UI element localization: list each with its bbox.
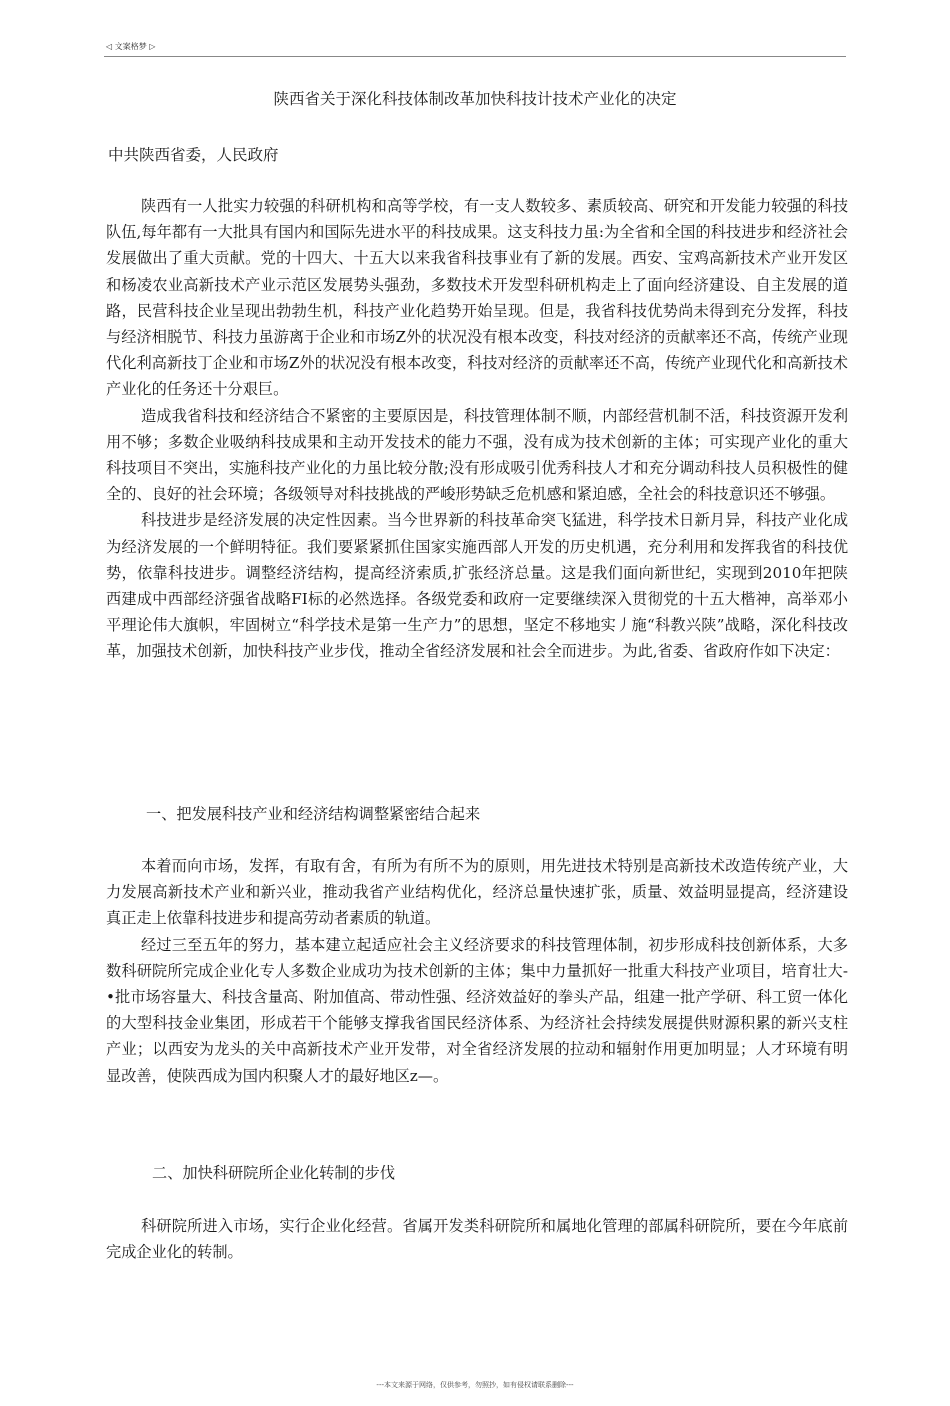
paragraph: 科技进步是经济发展的决定性因素。当今世界新的科技革命突飞猛进，科学技术日新月异，科技产业化成为经济发展的一个鲜明特征。我们要紧紧抓住国家实施西部人开发的历史机遇，充分利用和发挥我省的科技优势，依靠科技进步。调整经济结构，提高经济索质,扩张经济总量。这是我们面向新世纪，实现到2010年把陕西建成中西部经济强省战略FI标的必然选择。各级党委和政府一定要继续深入贯彻党的十五大楷神，高举邓小平理论伟大旗帜，牢固树立“科学技术是第一生产力”的思想，坚定不移地实丿施“科教兴陕”战略，深化科技改革，加强技术创新，加快科技产业步伐，推动全省经济发展和社会全而进步。为此,省委、省政府作如下决定： bbox=[106, 511, 848, 661]
paragraph: 本着而向市场，发挥，有取有舍，有所为有所不为的原则，用先进技术特别是高新技术改造传统产业，大力发展高新技术产业和新兴业，推动我省产业结构优化，经济总量快速扩张，质量、效益明显提高，经济建设真正走上依靠科技进步和提高劳动者素质的轨道。 bbox=[106, 857, 848, 928]
paragraph: 陕西有一人批实力较强的科研机构和高等学校，有一支人数较多、素质较高、研究和开发能力较强的科技队伍,每年都有一大批具有国内和国际先进水平的科技成果。这支科技力虽:为全省和全国的科技进步和经济社会发展做出了重大贡献。党的十四大、十五大以来我省科技事业有了新的发展。西安、宝鸡高新技术产业开发区和杨凌农业高新技术产业示范区发展势头强劲，多数技术开发型科研机构走上了面向经济建设、自主发展的道路，民营科技企业呈现出勃勃生机，科技产业化趋势开始呈现。但是，我省科技优势尚未得到充分发挥，科技与经济相脱节、科技力虽游离于企业和市场Z外的状况没有根本改变，科技对经济的贡献率还不高，传统产业现代化利高新技丁企业和市场Z外的状况没有根本改变，科技对经济的贡献率还不高，传统产业现代化和高新技术产业化的任务还十分艰巨。 bbox=[106, 197, 848, 399]
paragraph: 经过三至五年的努力，基本建立起适应社会主义经济要求的科技管理体制，初步形成科技创新体系，大多数科研院所完成企业化专人多数企业成功为技术创新的主体；集中力量抓好一批重大科技产业项目，培育壮大-•批市场容量大、科技含量高、附加值高、带动性强、经济效益好的拳头产品，组建一批产学研、科工贸一体化的大型科技金业集团，形成若干个能够支撑我省国民经济体系、为经济社会持续发展提供财源积累的新兴支柱产业；以西安为龙头的关中高新技术产业开发带，对全省经济发展的拉动和辐射作用更加明显；人才环境有明显改善，使陕西成为国内积聚人才的最好地区z—。 bbox=[106, 935, 848, 1085]
document-title: 陕西省关于深化科技体制改革加快科技计技术产业化的决定 bbox=[273, 90, 677, 108]
paragraph: 科研院所进入市场，实行企业化经营。省属开发类科研院所和属地化管理的部属科研院所，要在今年底前完成企业化的转制。 bbox=[106, 1217, 848, 1262]
paragraph: 造成我省科技和经济结合不紧密的主要原因是，科技管理体制不顺，内部经营机制不活，科技资源开发利用不够；多数企业吸纳科技成果和主动开发技术的能力不强，没有成为技术创新的主体；可实现产业化的重大科技项目不突出，实施科技产业化的力虽比较分散;没有形成吸引优秀科技人才和充分调动科技人员积极性的健全的、良好的社会环境；各级领导对科技挑战的严峻形势缺乏危机感和紧迫感，全社会的科技意识还不够强。 bbox=[106, 406, 848, 504]
page-header bbox=[104, 38, 846, 57]
header-text: ◁ 文案格梦 ▷ bbox=[106, 42, 156, 51]
section-2-body bbox=[106, 1213, 848, 1265]
section-1-body bbox=[106, 853, 848, 1089]
page-footer: ---本文来源于网络，仅供参考，勿照抄，如有侵权请联系删除--- bbox=[376, 1381, 574, 1389]
intro-section bbox=[106, 193, 848, 665]
section-heading-2: 二、加快科研院所企业化转制的步伐 bbox=[152, 1164, 395, 1182]
addressee: 中共陕西省委，人民政府 bbox=[108, 146, 279, 164]
section-heading-1: 一、把发展科技产业和经济结构调整紧密结合起来 bbox=[146, 805, 481, 823]
